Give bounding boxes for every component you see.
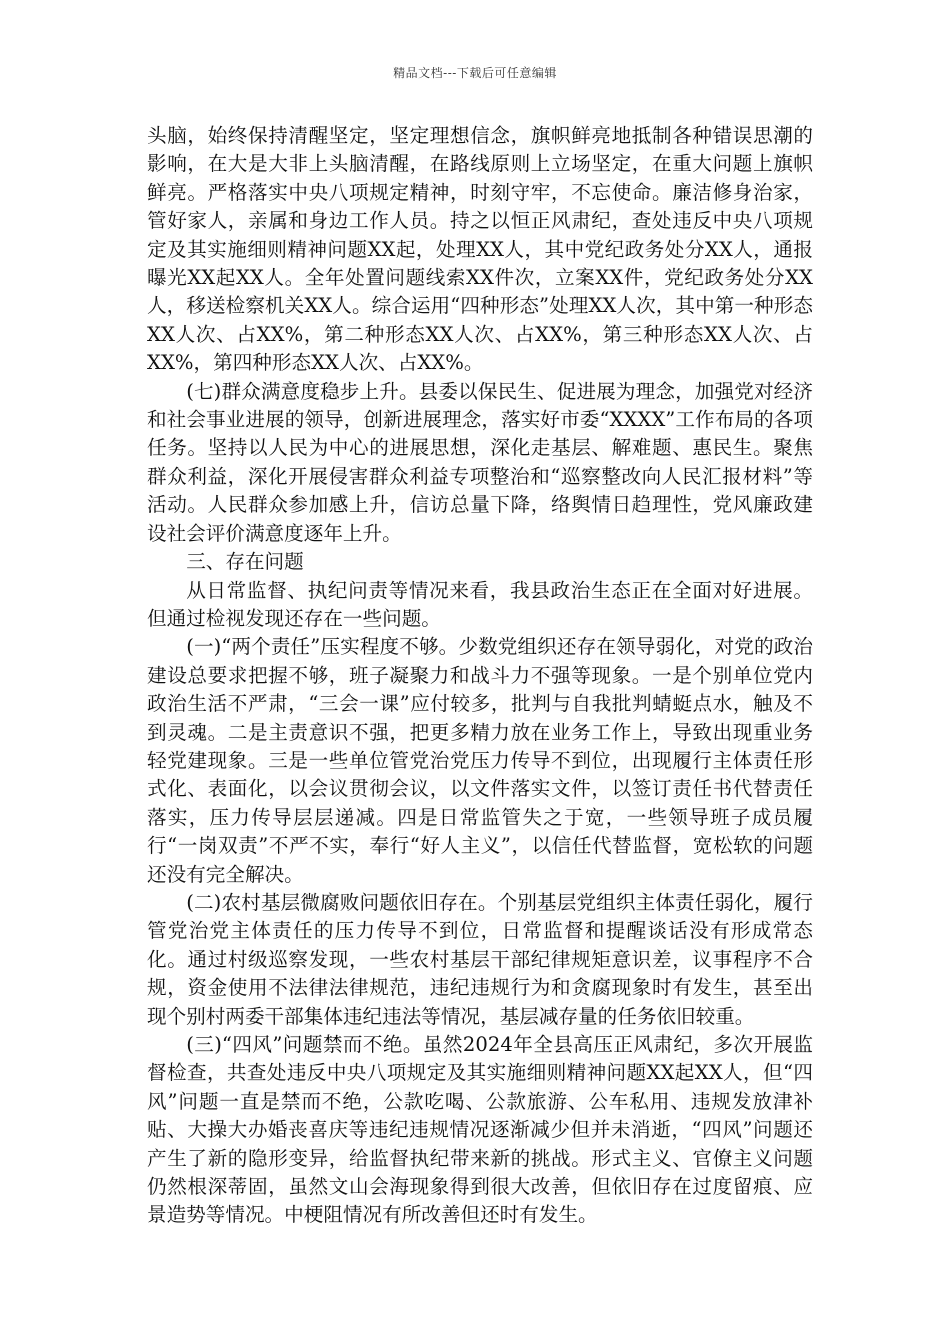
paragraph-continuation: 头脑，始终保持清醒坚定，坚定理想信念，旗帜鲜亮地抵制各种错误思潮的影响，在大是大非上头脑清醒，在路线原则上立场坚定，在重大问题上旗帜鲜亮。严格落实中央八项规定精神，时刻守牢，不忘使命。廉洁修身治家，管好家人，亲属和身边工作人员。持之以恒正风肃纪，查处违反中央八项规定及其实施细则精神问题XX起，处理XX人，其中党纪政务处分XX人，通报曝光XX起XX人。全年处置问题线索XX件次，立案XX件，党纪政务处分XX人，移送检察机关XX人。综合运用“四种形态”处理XX人次，其中第一种形态XX人次、占XX%，第二种形态XX人次、占XX%，第三种形态XX人次、占XX%，第四种形态XX人次、占XX%。 xyxy=(147,124,813,375)
paragraph-section-7: (七)群众满意度稳步上升。县委以保民生、促进展为理念，加强党对经济和社会事业进展的领导，创新进展理念，落实好市委“XXXX”工作布局的各项任务。坚持以人民为中心的进展思想，深化走基层、解难题、惠民生。聚焦群众利益，深化开展侵害群众利益专项整治和“巡察整改向人民汇报材料”等活动。人民群众参加感上升，信访总量下降，络舆情日趋理性，党风廉政建设社会评价满意度逐年上升。 xyxy=(147,379,813,545)
paragraph-overview: 从日常监督、执纪问责等情况来看，我县政治生态正在全面对好进展。但通过检视发现还存在一些问题。 xyxy=(147,578,813,630)
document-body xyxy=(147,122,813,1230)
paragraph-problem-1: (一)“两个责任”压实程度不够。少数党组织还存在领导弱化，对党的政治建设总要求把握不够，班子凝聚力和战斗力不强等现象。一是个别单位党内政治生活不严肃，“三会一课”应付较多，批判与自我批判蜻蜓点水，触及不到灵魂。二是主责意识不强，把更多精力放在业务工作上，导致出现重业务轻党建现象。三是一些单位管党治党压力传导不到位，出现履行主体责任形式化、表面化，以会议贯彻会议，以文件落实文件，以签订责任书代替责任落实，压力传导层层递减。四是日常监管失之于宽，一些领导班子成员履行“一岗双责”不严不实，奉行“好人主义”，以信任代替监督，宽松软的问题还没有完全解决。 xyxy=(147,635,813,886)
section-heading-problems: 三、存在问题 xyxy=(186,550,304,574)
page-header: 精品文档---下载后可任意编辑 xyxy=(393,66,557,80)
paragraph-problem-2: (二)农村基层微腐败问题依旧存在。个别基层党组织主体责任弱化，履行管党治党主体责任的压力传导不到位，日常监督和提醒谈话没有形成常态化。通过村级巡察发现，一些农村基层干部纪律规矩意识差，议事程序不合规，资金使用不法律法律规范，违纪违规行为和贪腐现象时有发生，甚至出现个别村两委干部集体违纪违法等情况，基层减存量的任务依旧较重。 xyxy=(147,890,813,1028)
paragraph-problem-3: (三)“四风”问题禁而不绝。虽然2024年全县高压正风肃纪，多次开展监督检查，共查处违反中央八项规定及其实施细则精神问题XX起XX人，但“四风”问题一直是禁而不绝，公款吃喝、公款旅游、公车私用、违规发放津补贴、大操大办婚丧喜庆等违纪违规情况逐渐减少但并未消逝，“四风”问题还产生了新的隐形变异，给监督执纪带来新的挑战。形式主义、官僚主义问题仍然根深蒂固，虽然文山会海现象得到很大改善，但依旧存在过度留痕、应景造势等情况。中梗阻情况有所改善但还时有发生。 xyxy=(147,1033,813,1227)
